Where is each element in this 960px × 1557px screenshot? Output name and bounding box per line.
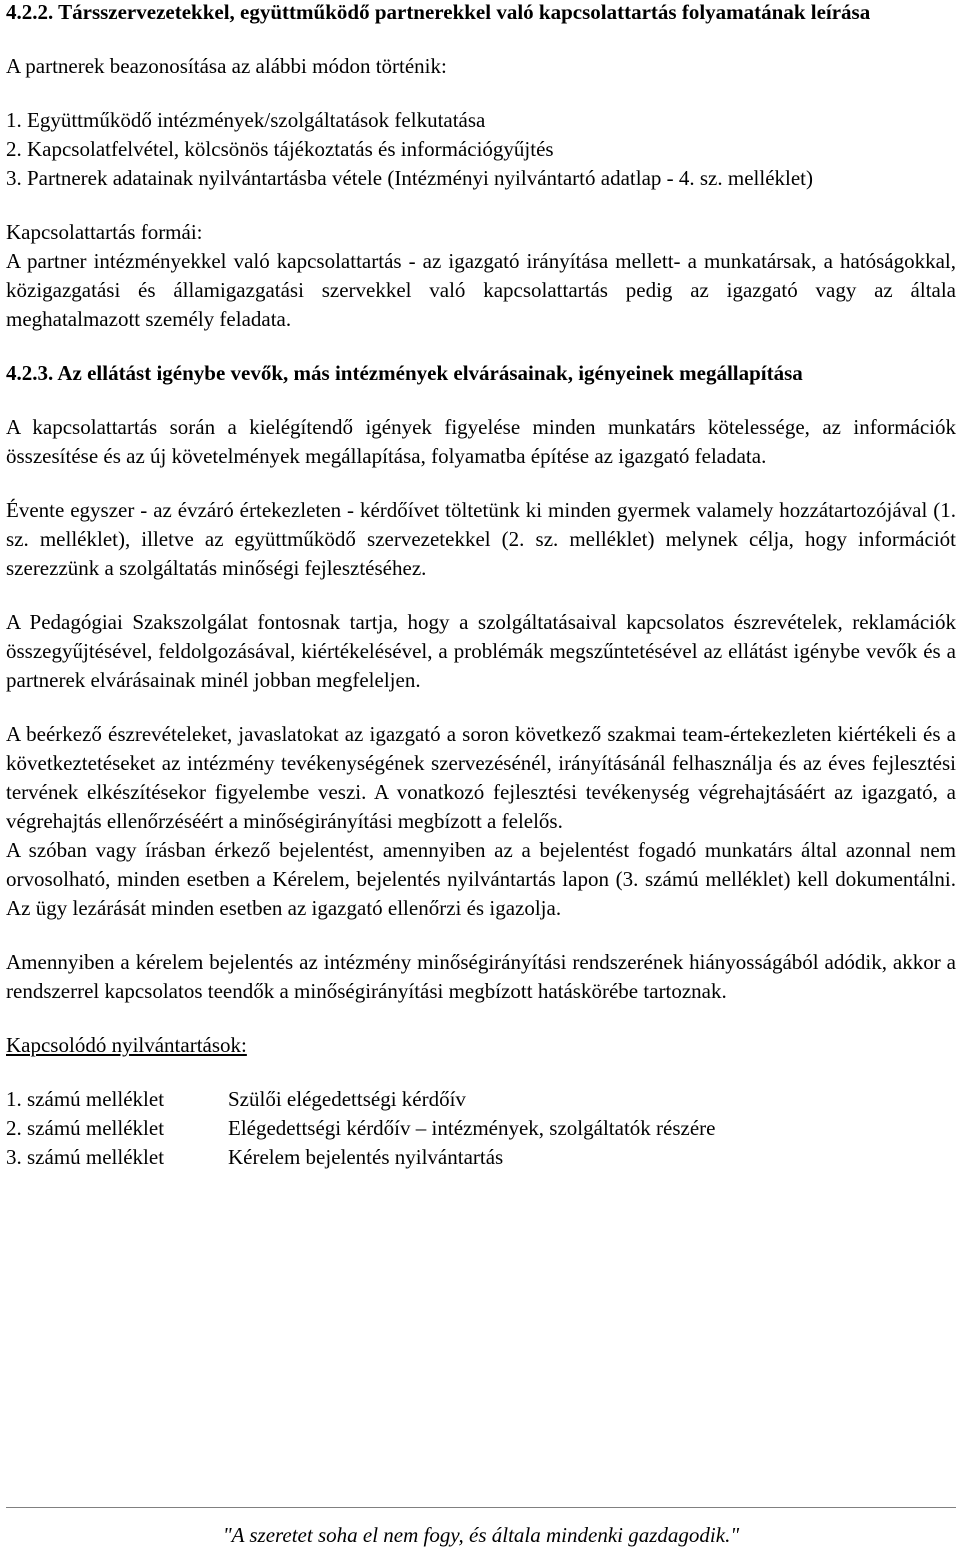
- record-row: [6, 1085, 956, 1114]
- record-title: Elégedettségi kérdőív – intézmények, szolgáltatók részére: [228, 1116, 716, 1140]
- footer-quote: "A szeretet soha el nem fogy, és általa mindenki gazdagodik.": [222, 1523, 740, 1547]
- related-records-title: Kapcsolódó nyilvántartások:: [6, 1033, 247, 1057]
- record-number: 2. számú melléklet: [6, 1116, 165, 1140]
- record-row: [6, 1114, 956, 1143]
- section-heading-4-2-2: 4.2.2. Társszervezetekkel, együttműködő partnerekkel való kapcsolattartás folyamatának leírása: [6, 0, 871, 24]
- paragraph-needs: A kapcsolattartás során a kielégítendő igények figyelése minden munkatárs kötelessége, az információk összesítése és az új követelmények megállapítása, folyamatba építése az igazgató feladata.: [6, 415, 956, 468]
- related-records-list: [6, 1085, 956, 1172]
- partner-step-2: 2. Kapcsolatfelvétel, kölcsönös tájékoztatás és információgyűjtés: [6, 137, 554, 161]
- paragraph-pedagogical-service: A Pedagógiai Szakszolgálat fontosnak tartja, hogy a szolgáltatásaival kapcsolatos észrevételek, reklamációk összegyűjtésével, feldolgozásával, kiértékelésével, a problémák megszűntetésével az ellátást igénybe vevők és a partnerek elvárásainak minél jobban megfeleljen.: [6, 610, 956, 692]
- paragraph-feedback-evaluation: A beérkező észrevételeket, javaslatokat az igazgató a soron következő szakmai team-értekezleten kiértékeli és a következtetéseket az intézmény tevékenységének szervezésénél, irányításánál felhasználja és az éves fejlesztési tervének elkészítésekor figyelembe veszi. A vonatkozó fejlesztési tevékenység végrehajtásáért az igazgató, a végrehajtás ellenőrzéséért a minőségirányítási megbízott a felelős.: [6, 722, 956, 833]
- contact-forms-text: A partner intézményekkel való kapcsolattartás - az igazgató irányítása mellett- a munkatársak, a hatóságokkal, közigazgatási és államigazgatási szervekkel való kapcsolattartás pedig az igazgató vagy az általa meghatalmazott személy feladata.: [6, 249, 956, 331]
- paragraph-complaint-handling: A szóban vagy írásban érkező bejelentést, amennyiben az a bejelentést fogadó munkatárs által azonnal nem orvosolható, minden esetben a Kérelem, bejelentés nyilvántartás lapon (3. számú melléklet) kell dokumentálni. Az ügy lezárását minden esetben az igazgató ellenőrzi és igazolja.: [6, 838, 956, 920]
- partner-step-1: 1. Együttműködő intézmények/szolgáltatások felkutatása: [6, 108, 486, 132]
- record-title: Kérelem bejelentés nyilvántartás: [228, 1145, 504, 1169]
- footer-divider: [6, 1507, 956, 1508]
- record-number: 3. számú melléklet: [6, 1145, 165, 1169]
- partner-step-3: 3. Partnerek adatainak nyilvántartásba vétele (Intézményi nyilvántartó adatlap - 4. sz. melléklet): [6, 166, 814, 190]
- document-page: [6, 0, 956, 1547]
- section-heading-4-2-3: 4.2.3. Az ellátást igénybe vevők, más intézmények elvárásainak, igényeinek megállapítása: [6, 361, 803, 385]
- record-number: 1. számú melléklet: [6, 1087, 165, 1111]
- record-title: Szülői elégedettségi kérdőív: [228, 1087, 466, 1111]
- contact-forms-title: Kapcsolattartás formái:: [6, 220, 203, 244]
- partner-steps-list: [6, 106, 956, 193]
- paragraph-quality-system: Amennyiben a kérelem bejelentés az intézmény minőségirányítási rendszerének hiányosságából adódik, akkor a rendszerrel kapcsolatos teendők a minőségirányítási megbízott hatáskörébe tartoznak.: [6, 950, 956, 1003]
- partner-intro-text: A partnerek beazonosítása az alábbi módon történik:: [6, 54, 447, 78]
- record-row: [6, 1143, 956, 1172]
- paragraph-questionnaire: Évente egyszer - az évzáró értekezleten - kérdőívet töltetünk ki minden gyermek valamely hozzátartozójával (1. sz. melléklet), illetve az együttműködő szervezetekkel (2. sz. melléklet) melynek célja, hogy információt szerezzünk a szolgáltatás minőségi fejlesztéséhez.: [6, 498, 956, 580]
